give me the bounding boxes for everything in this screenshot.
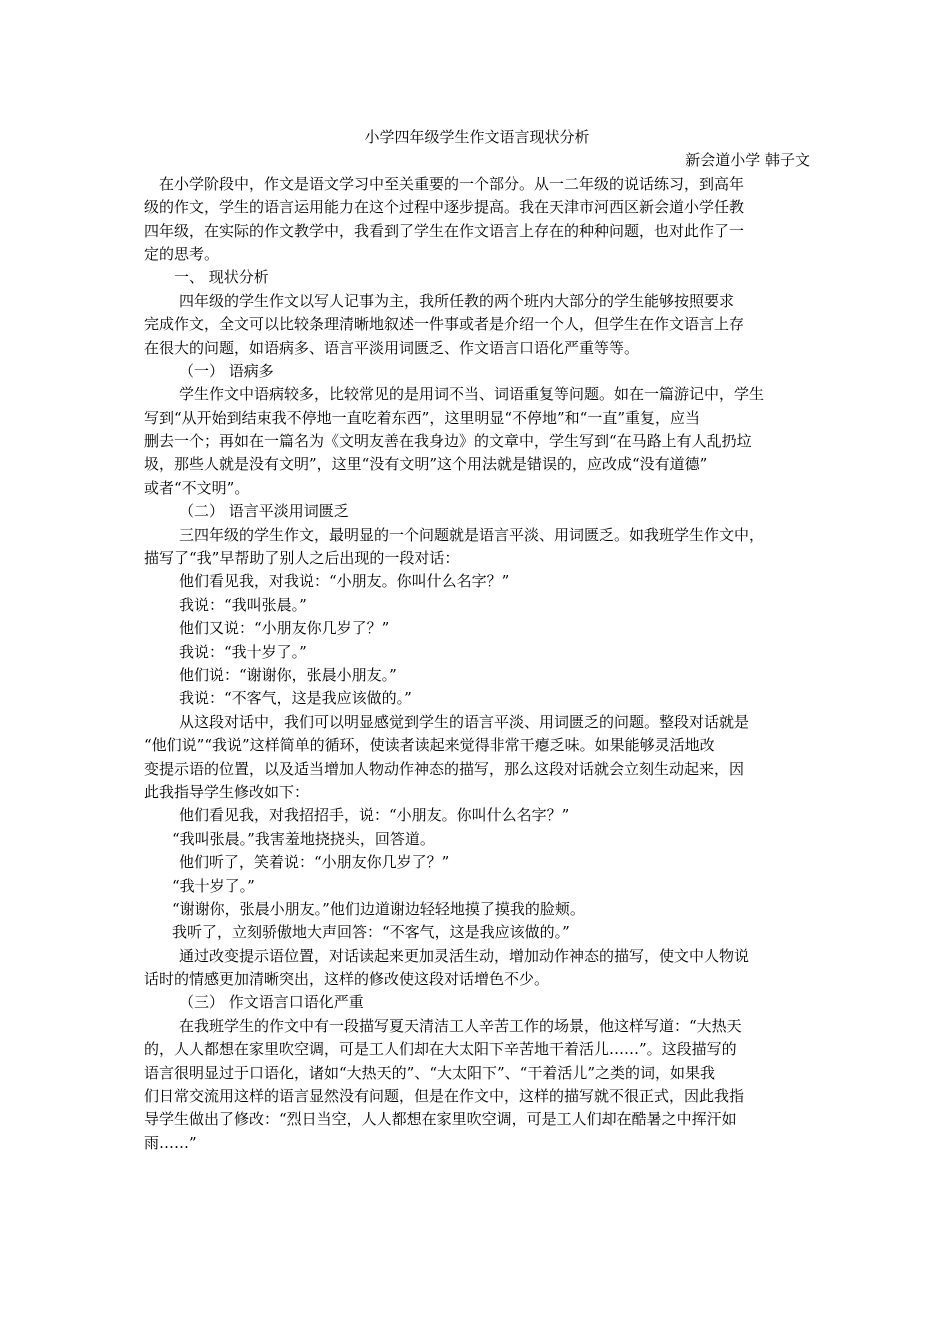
text-line: 们日常交流用这样的语言显然没有问题，但是在作文中，这样的描写就不很正式，因此我指 (144, 1087, 745, 1106)
text-line: 的，人人都想在家里吹空调，可是工人们却在大太阳下辛苦地干着活儿……”。这段描写的 (144, 1040, 737, 1059)
text-line: （二） 语言平淡用词匮乏 (179, 502, 349, 521)
text-line: “谢谢你，张晨小朋友。”他们边道谢边轻轻地摸了摸我的脸颊。 (172, 899, 585, 918)
text-line: 我说：“我十岁了。” (179, 642, 307, 661)
text-line: 在我班学生的作文中有一段描写夏天清洁工人辛苦工作的场景，他这样写道：“大热天 (179, 1016, 742, 1035)
text-line: 描写了“我”早帮助了别人之后出现的一段对话： (144, 549, 460, 568)
text-line: 删去一个；再如在一篇名为《文明友善在我身边》的文章中，学生写到“在马路上有人乱扔垃 (144, 432, 752, 451)
text-line: （三） 作文语言口语化严重 (179, 993, 364, 1012)
text-line: 圾，那些人就是没有文明”，这里“没有文明”这个用法就是错误的，应改成“没有道德” (144, 455, 708, 474)
text-line: 定的思考。 (144, 244, 220, 263)
text-line: 一、 现状分析 (174, 268, 269, 287)
text-line: 四年级的学生作文以写人记事为主，我所任教的两个班内大部分的学生能够按照要求 (179, 291, 735, 310)
text-line: 我说：“我叫张晨。” (179, 595, 307, 614)
text-line: 完成作文，全文可以比较条理清晰地叙述一件事或者是介绍一个人，但学生在作文语言上存 (144, 315, 745, 334)
text-line: 语言很明显过于口语化，诸如“大热天的”、“大太阳下”、“干着活儿”之类的词，如果我 (144, 1063, 716, 1082)
text-line: 导学生做出了修改：“烈日当空，人人都想在家里吹空调，可是工人们却在酷暑之中挥汗如 (144, 1110, 737, 1129)
text-line: 四年级，在实际的作文教学中，我看到了学生在作文语言上存在的种种问题，也对此作了一 (144, 221, 745, 240)
text-line: 在很大的问题，如语病多、语言平淡用词匮乏、作文语言口语化严重等等。 (144, 338, 640, 357)
text-line: 话时的情感更加清晰突出，这样的修改使这段对话增色不少。 (144, 970, 550, 989)
text-line: 他们说：“谢谢你，张晨小朋友。” (179, 665, 397, 684)
text-line: 变提示语的位置，以及适当增加人物动作神态的描写，那么这段对话就会立刻生动起来，因 (144, 759, 745, 778)
text-line: 通过改变提示语位置，对话读起来更加灵活生动，增加动作神态的描写，使文中人物说 (179, 946, 750, 965)
text-line: 他们看见我，对我说：“小朋友。你叫什么名字？” (179, 572, 510, 591)
text-line: 他们看见我，对我招招手，说：“小朋友。你叫什么名字？” (179, 806, 570, 825)
text-line: “我叫张晨。”我害羞地挠挠头，回答道。 (172, 829, 435, 848)
text-line: 雨……” (144, 1133, 197, 1152)
text-line: 我听了，立刻骄傲地大声回答：“不客气，这是我应该做的。” (172, 923, 570, 942)
text-line: “我十岁了。” (172, 876, 255, 895)
text-line: 三四年级的学生作文，最明显的一个问题就是语言平淡、用词匮乏。如我班学生作文中， (179, 525, 765, 544)
text-line: 在小学阶段中，作文是语文学习中至关重要的一个部分。从一二年级的说话练习，到高年 (159, 174, 745, 193)
text-line: 或者“不文明”。 (144, 478, 250, 497)
text-line: 他们又说：“小朋友你几岁了？” (179, 619, 390, 638)
text-line: 我说：“不客气，这是我应该做的。” (179, 689, 412, 708)
text-line: 他们听了，笑着说：“小朋友你几岁了？” (179, 853, 450, 872)
text-line: 从这段对话中，我们可以明显感觉到学生的语言平淡、用词匮乏的问题。整段对话就是 (179, 712, 750, 731)
text-line: “他们说”“我说”这样简单的循环，使读者读起来觉得非常干瘪乏味。如果能够灵活地改 (144, 736, 715, 755)
document-author: 新会道小学 韩子文 (685, 151, 810, 170)
text-line: 级的作文，学生的语言运用能力在这个过程中逐步提高。我在天津市河西区新会道小学任教 (144, 198, 745, 217)
text-line: 学生作文中语病较多，比较常见的是用词不当、词语重复等问题。如在一篇游记中，学生 (179, 385, 765, 404)
document-body (144, 126, 810, 1155)
text-line: 写到“从开始到结束我不停地一直吃着东西”，这里明显“不停地”和“一直”重复，应当 (144, 408, 701, 427)
document-title: 小学四年级学生作文语言现状分析 (364, 128, 590, 146)
text-line: （一） 语病多 (179, 361, 274, 380)
body-text (144, 173, 810, 1155)
text-line: 此我指导学生修改如下： (144, 782, 310, 801)
